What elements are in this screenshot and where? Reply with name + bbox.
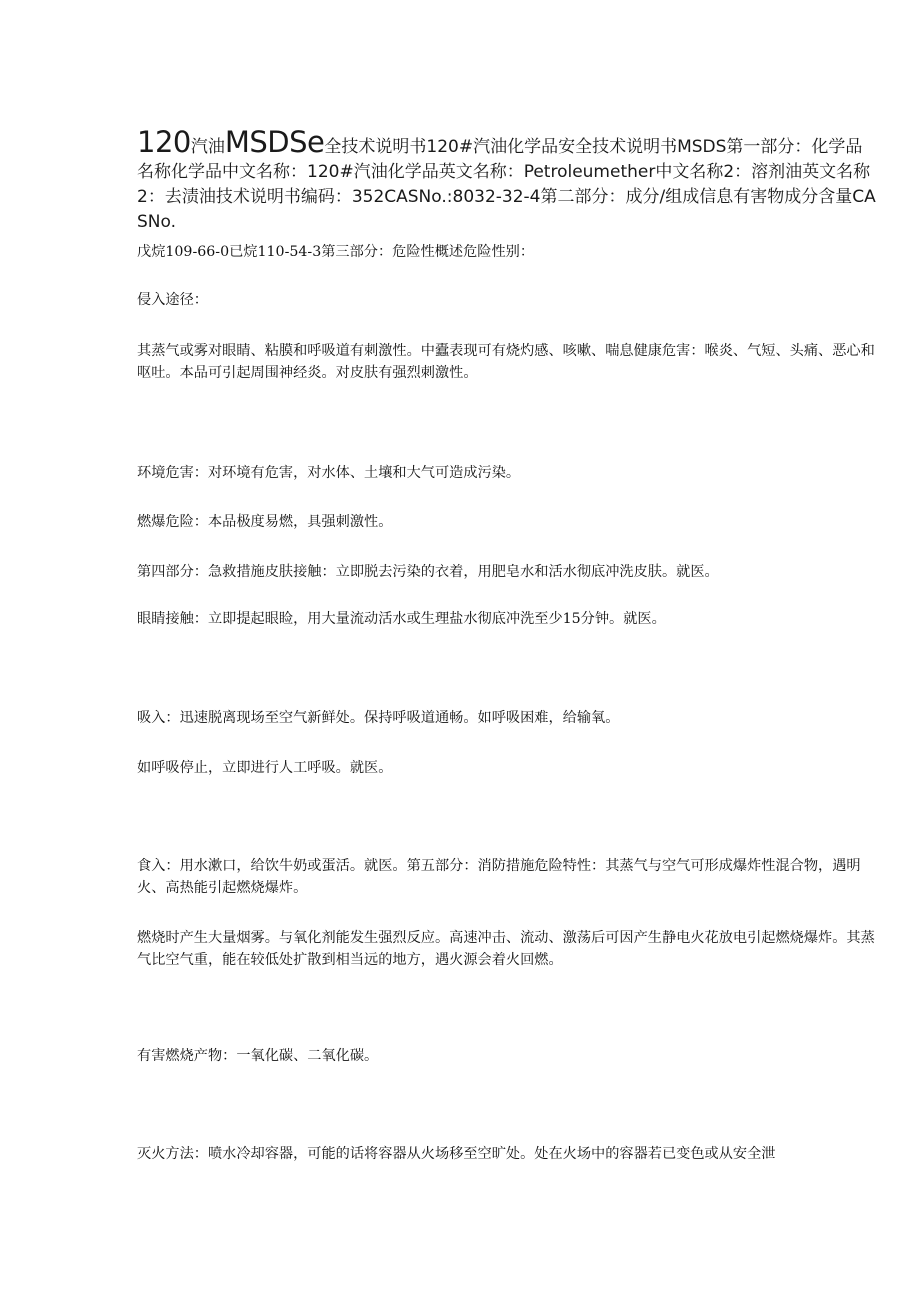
paragraph-route: 侵入途径： [137, 292, 208, 308]
paragraph-composition: 戊烷109-66-0已烷110-54-3第三部分：危险性概述危险性别： [137, 244, 535, 260]
paragraph-health-hazard: 其蒸气或雾对眼睛、粘膜和呼吸道有刺激性。中蠹表现可有烧灼感、咳嗽、喘息健康危害：喉炎、气短、头痛、恶心和呕吐。本品可引起周围神经炎。对皮肤有强烈刺激性。 [137, 343, 875, 381]
paragraph-first-aid-inhalation: 吸入：迅速脱离现场至空气新鲜处。保持呼吸道通畅。如呼吸困难，给输氧。 [137, 710, 620, 726]
paragraph-explosion-hazard: 燃爆危险：本品极度易燃，具强刺激性。 [137, 514, 393, 530]
paragraph-extinguishing: 灭火方法：喷水冷却容器，可能的话将容器从火场移至空旷处。处在火场中的容器若已变色或从安全泄 [137, 1146, 776, 1162]
document-heading [137, 125, 877, 235]
paragraph-first-aid-eyes: 眼睛接触：立即提起眼睑，用大量流动活水或生理盐水彻底冲洗至少15分钟。就医。 [137, 611, 666, 627]
heading-word: 汽油 [190, 137, 225, 157]
paragraph-ingestion-fire-hazard: 食入：用水漱口，给饮牛奶或蛋活。就医。第五部分：消防措施危险特性：其蒸气与空气可形成爆炸性混合物，遇明火、高热能引起燃烧爆炸。 [137, 858, 861, 896]
heading-msds: MSDSe [224, 125, 325, 159]
paragraph-environment-hazard: 环境危害：对环境有危害，对水体、土壤和大气可造成污染。 [137, 465, 521, 481]
paragraph-combustion-products: 有害燃烧产物：一氧化碳、二氧化碳。 [137, 1048, 379, 1064]
heading-text: 全技术说明书120#汽油化学品安全技术说明书MSDS第一部分：化学品名称化学品中文名称：120#汽油化学品英文名称：Petroleumether中文名称2：溶剂油英文名称2：去渍油技术说明书编码：352CASNo.:8032-32-4第二部分：成分/组成信息有害物成分含量CASNo. [137, 137, 876, 232]
paragraph-first-aid-breathing: 如呼吸停止，立即进行人工呼吸。就医。 [137, 760, 393, 776]
paragraph-combustion: 燃烧时产生大量烟雾。与氧化剂能发生强烈反应。高速冲击、流动、激荡后可因产生静电火花放电引起燃烧爆炸。其蒸气比空气重，能在较低处扩散到相当远的地方，遇火源会着火回燃。 [137, 930, 875, 968]
heading-number: 120 [137, 125, 191, 159]
paragraph-first-aid-skin: 第四部分：急救措施皮肤接触：立即脱去污染的衣着，用肥皂水和活水彻底冲洗皮肤。就医。 [137, 564, 719, 580]
